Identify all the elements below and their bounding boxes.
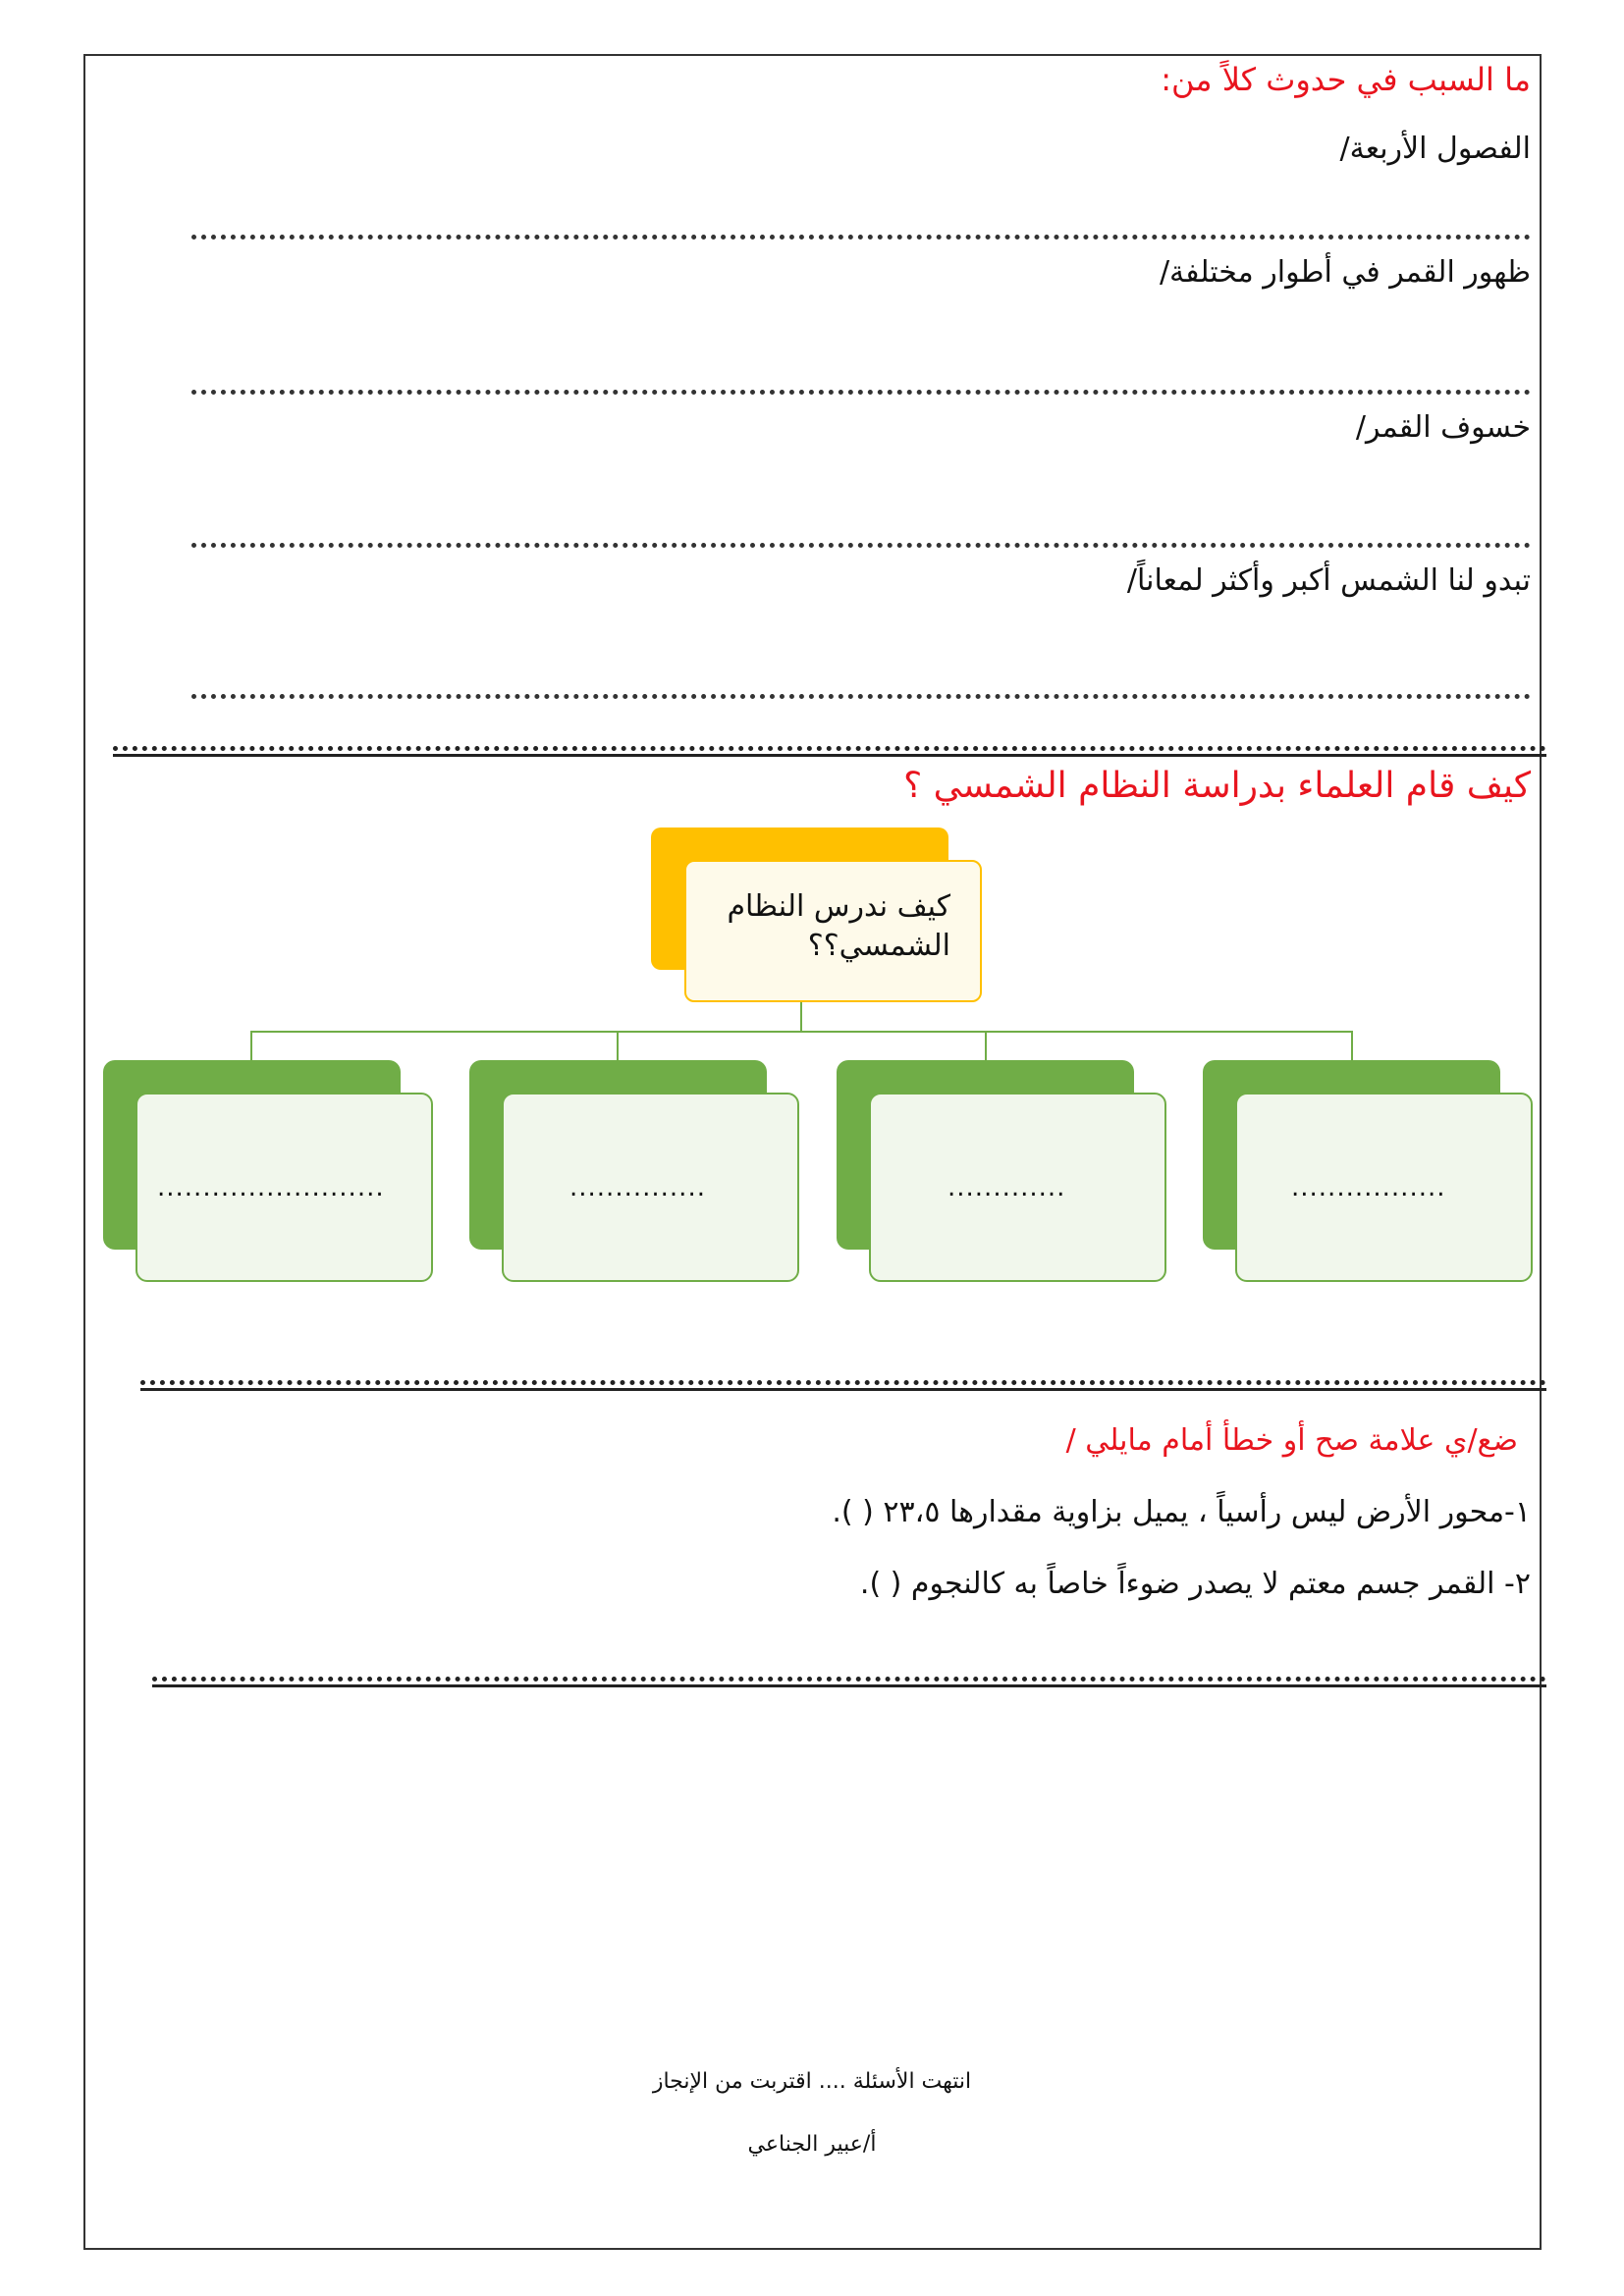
diagram-connector-3 [985,1031,987,1060]
answer-line-3[interactable] [191,536,1531,548]
diagram-root-label: كيف ندرس النظام الشمسي؟؟ [727,889,950,963]
section-divider-1 [113,754,1546,757]
answer-line-4[interactable] [191,687,1531,699]
section-divider-2 [140,1388,1546,1391]
answer-line-1[interactable] [191,228,1531,240]
question-sun-appearance: تبدو لنا الشمس أكبر وأكثر لمعاناً/ [1126,563,1531,598]
branch-answer-3: ............. [947,1173,1066,1202]
question-four-seasons: الفصول الأربعة/ [1339,132,1531,166]
statement-1: ١-محور الأرض ليس رأسياً ، يميل بزاوية مقدارها ٢٣،٥ ( ). [832,1495,1531,1529]
section-divider-dots-2 [140,1372,1546,1385]
diagram-connector-bar [250,1031,1353,1033]
section2-heading: كيف قام العلماء بدراسة النظام الشمسي ؟ [903,766,1531,806]
diagram-connector-trunk [800,1002,802,1032]
branch-answer-2: ............... [569,1173,706,1202]
footer-teacher-name: أ/عبير الجناعي [747,2132,877,2157]
diagram-root-box [684,860,982,1002]
branch-answer-4: ................. [1291,1173,1446,1202]
question-moon-phases: ظهور القمر في أطوار مختلفة/ [1159,255,1531,290]
answer-line-2[interactable] [191,383,1531,395]
section1-heading: ما السبب في حدوث كلاً من: [1161,61,1531,98]
section-divider-3 [152,1684,1546,1687]
diagram-connector-2 [617,1031,619,1060]
diagram-connector-4 [1351,1031,1353,1060]
statement-2: ٢- القمر جسم معتم لا يصدر ضوءاً خاصاً به كالنجوم ( ). [859,1567,1531,1601]
section-divider-dots-1 [113,738,1546,751]
branch-answer-1: ......................... [157,1173,385,1202]
section3-heading: ضع/ي علامة صح أو خطأ أمام مايلي / [1065,1423,1518,1458]
section-divider-dots-3 [152,1669,1546,1682]
question-lunar-eclipse: خسوف القمر/ [1355,410,1531,445]
diagram-connector-1 [250,1031,252,1060]
footer-closing-note: انتهت الأسئلة .... اقتربت من الإنجاز [652,2069,972,2094]
